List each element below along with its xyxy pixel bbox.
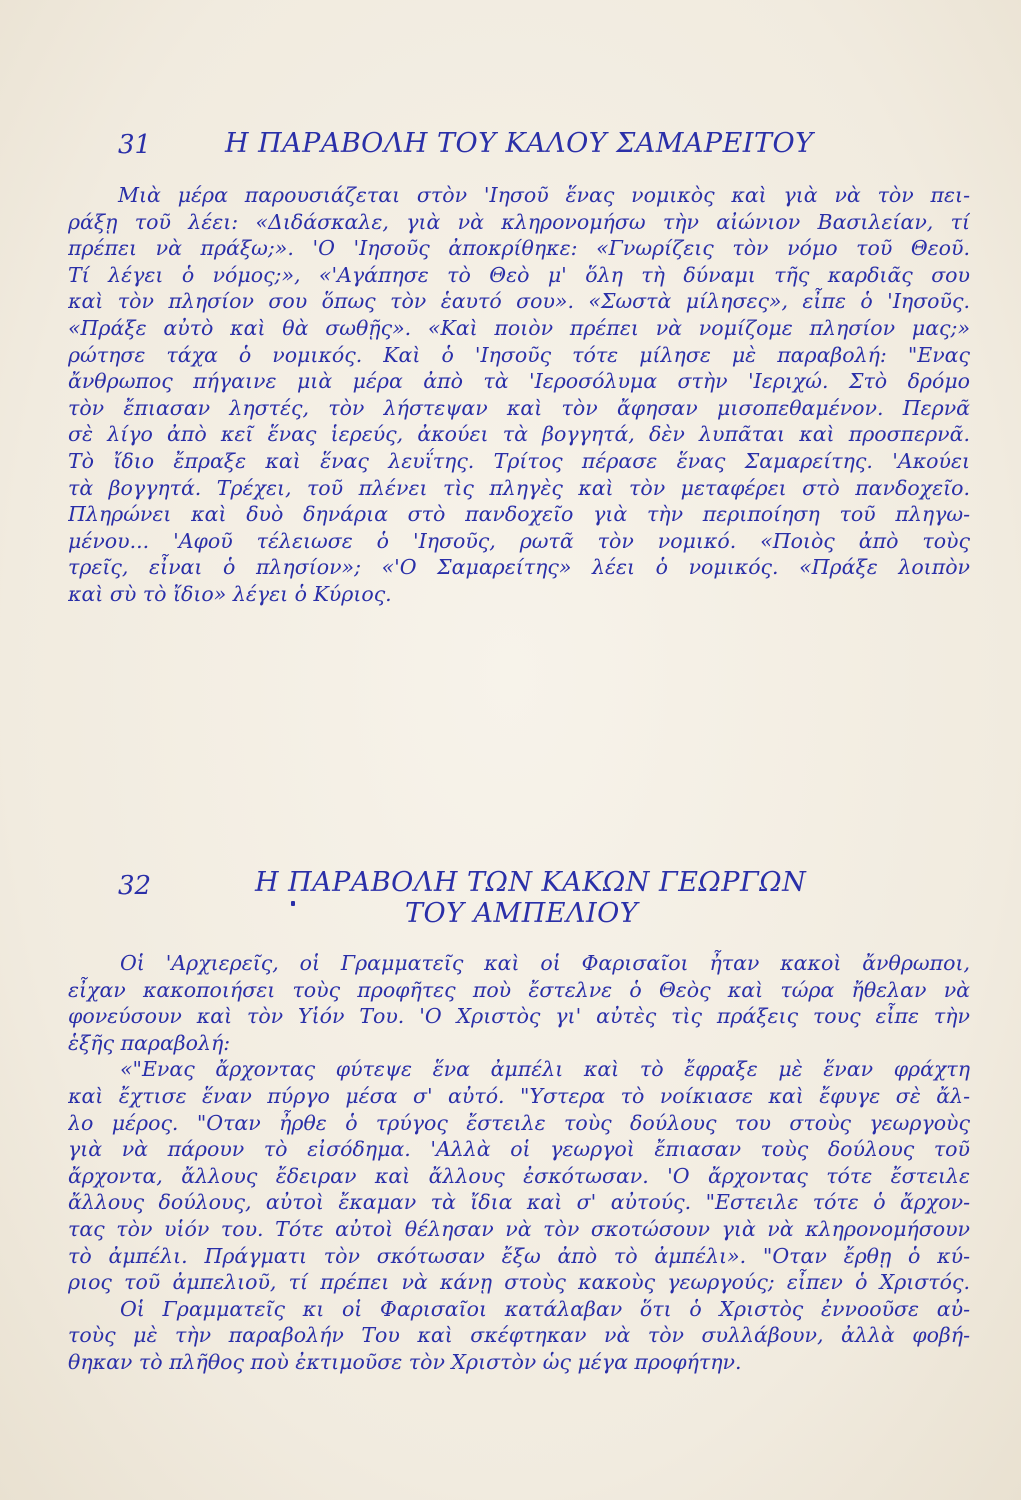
text-line: ἄνθρωπος πήγαινε μιὰ μέρα ἀπὸ τὰ 'Ιεροσόλυμα στὴν 'Ιεριχώ. Στὸ δρόμο [68,369,970,394]
text-line: πρέπει νὰ πράξω;». 'Ο 'Ιησοῦς ἀποκρίθηκε: «Γνωρίζεις τὸν νόμο τοῦ Θεοῦ. [68,236,970,261]
text-line: γιὰ νὰ πάρουν τὸ εἰσόδημα. 'Αλλὰ οἱ γεωργοὶ ἔπιασαν τοὺς δούλους τοῦ [68,1137,970,1162]
text-line: τοὺς μὲ τὴν παραβολήν Του καὶ σκέφτηκαν νὰ τὸν συλλάβουν, ἀλλὰ φοβή- [68,1323,970,1348]
section-title-line-2: ΤΟΥ ΑΜΠΕΛΙΟΥ [405,898,639,929]
text-line: φονεύσουν καὶ τὸν Υἱόν Του. 'Ο Χριστὸς γι' αὐτὲς τὶς πράξεις τους εἶπε τὴν [68,1004,970,1029]
text-line: ἄλλους δούλους, αὐτοὶ ἔκαμαν τὰ ἴδια καὶ σ' αὐτούς. "Εστειλε τότε ὁ ἄρχον- [68,1190,970,1215]
section-body [68,950,970,1376]
text-line: ἑξῆς παραβολή: [68,1030,231,1055]
text-line: ριος τοῦ ἀμπελιοῦ, τί πρέπει νὰ κάνῃ στοὺς κακοὺς γεωργούς; εἶπεν ὁ Χριστός. [68,1270,970,1295]
text-line: θηκαν τὸ πλῆθος ποὺ ἐκτιμοῦσε τὸν Χριστὸν ὡς μέγα προφήτην. [68,1349,742,1374]
text-line: μένου... 'Αφοῦ τέλειωσε ὁ 'Ιησοῦς, ρωτᾶ τὸν νομικό. «Ποιὸς ἀπὸ τοὺς [68,528,970,553]
text-line: σὲ λίγο ἀπὸ κεῖ ἕνας ἱερεύς, ἀκούει τὰ βογγητά, δὲν λυπᾶται καὶ προσπερνᾶ. [68,422,970,447]
text-line: «"Ενας ἄρχοντας φύτεψε ἕνα ἀμπέλι καὶ τὸ ἔφραξε μὲ ἕναν φράχτη [120,1057,970,1082]
text-line: «Πράξε αὐτὸ καὶ θὰ σωθῇς». «Καὶ ποιὸν πρέπει νὰ νομίζομε πλησίον μας;» [68,315,970,340]
text-line: ρώτησε τάχα ὁ νομικός. Καὶ ὁ 'Ιησοῦς τότε μίλησε μὲ παραβολή: "Ενας [68,342,970,367]
text-line: τρεῖς, εἶναι ὁ πλησίον»; «'Ο Σαμαρείτης» λέει ὁ νομικός. «Πράξε λοιπὸν [68,555,970,580]
text-line: καὶ ἔχτισε ἕναν πύργο μέσα σ' αὐτό. "Υστερα τὸ νοίκιασε καὶ ἔφυγε σὲ ἄλ- [68,1083,970,1108]
text-line: καὶ σὺ τὸ ἴδιο» λέγει ὁ Κύριος. [68,581,392,606]
text-line: Οἱ 'Αρχιερεῖς, οἱ Γραμματεῖς καὶ οἱ Φαρισαῖοι ἦταν κακοὶ ἄνθρωποι, [120,951,970,975]
print-mark [291,901,295,906]
text-line: τας τὸν υἱόν του. Τότε αὐτοὶ θέλησαν νὰ τὸν σκοτώσουν γιὰ νὰ κληρονομήσουν [68,1216,970,1241]
section-title-line-1: Η ΠΑΡΑΒΟΛΗ ΤΩΝ ΚΑΚΩΝ ΓΕΩΡΓΩΝ [255,867,807,898]
text-line: τὰ βογγητά. Τρέχει, τοῦ πλένει τὶς πληγὲς καὶ τὸν μεταφέρει στὸ πανδοχεῖο. [68,475,970,500]
section-title: Η ΠΑΡΑΒΟΛΗ ΤΟΥ ΚΑΛΟΥ ΣΑΜΑΡΕΙΤΟΥ [225,128,814,159]
text-line: Οἱ Γραμματεῖς κι οἱ Φαρισαῖοι κατάλαβαν ὅτι ὁ Χριστὸς ἐννοοῦσε αὐ- [120,1296,970,1321]
text-line: τὸν ἔπιασαν ληστές, τὸν λήστεψαν καὶ τὸν ἄφησαν μισοπεθαμένον. Περνᾶ [68,395,970,420]
text-line: Πληρώνει καὶ δυὸ δηνάρια στὸ πανδοχεῖο γιὰ τὴν περιποίηση τοῦ πληγω- [68,502,970,527]
text-line: λο μέρος. "Οταν ἦρθε ὁ τρύγος ἔστειλε τοὺς δούλους του στοὺς γεωργοὺς [68,1110,970,1135]
text-line: τὸ ἀμπέλι. Πράγματι τὸν σκότωσαν ἔξω ἀπὸ τὸ ἀμπέλι». "Οταν ἔρθῃ ὁ κύ- [68,1243,970,1268]
section-body [68,182,970,608]
text-line: καὶ τὸν πλησίον σου ὅπως τὸν ἑαυτό σου». «Σωστὰ μίλησες», εἶπε ὁ 'Ιησοῦς. [68,289,970,314]
section-number: 31 [118,130,152,160]
text-line: ἄρχοντα, ἄλλους ἔδειραν καὶ ἄλλους ἐσκότωσαν. 'Ο ἄρχοντας τότε ἔστειλε [68,1163,970,1188]
text-line: ράξῃ τοῦ λέει: «Διδάσκαλε, γιὰ νὰ κληρονομήσω τὴν αἰώνιον Βασιλείαν, τί [68,209,970,234]
text-line: εἶχαν κακοποιήσει τοὺς προφῆτες ποὺ ἔστελνε ὁ Θεὸς καὶ τώρα ἤθελαν νὰ [68,977,970,1002]
text-line: Τὸ ἴδιο ἔπραξε καὶ ἕνας λευΐτης. Τρίτος πέρασε ἕνας Σαμαρείτης. 'Ακούει [68,448,970,473]
section-number: 32 [118,871,152,901]
text-line: Μιὰ μέρα παρουσιάζεται στὸν 'Ιησοῦ ἕνας νομικὸς καὶ γιὰ νὰ τὸν πει- [118,183,970,207]
text-line: Τί λέγει ὁ νόμος;», «'Αγάπησε τὸ Θεὸ μ' ὅλη τὴ δύναμι τῆς καρδιᾶς σου [68,262,970,287]
